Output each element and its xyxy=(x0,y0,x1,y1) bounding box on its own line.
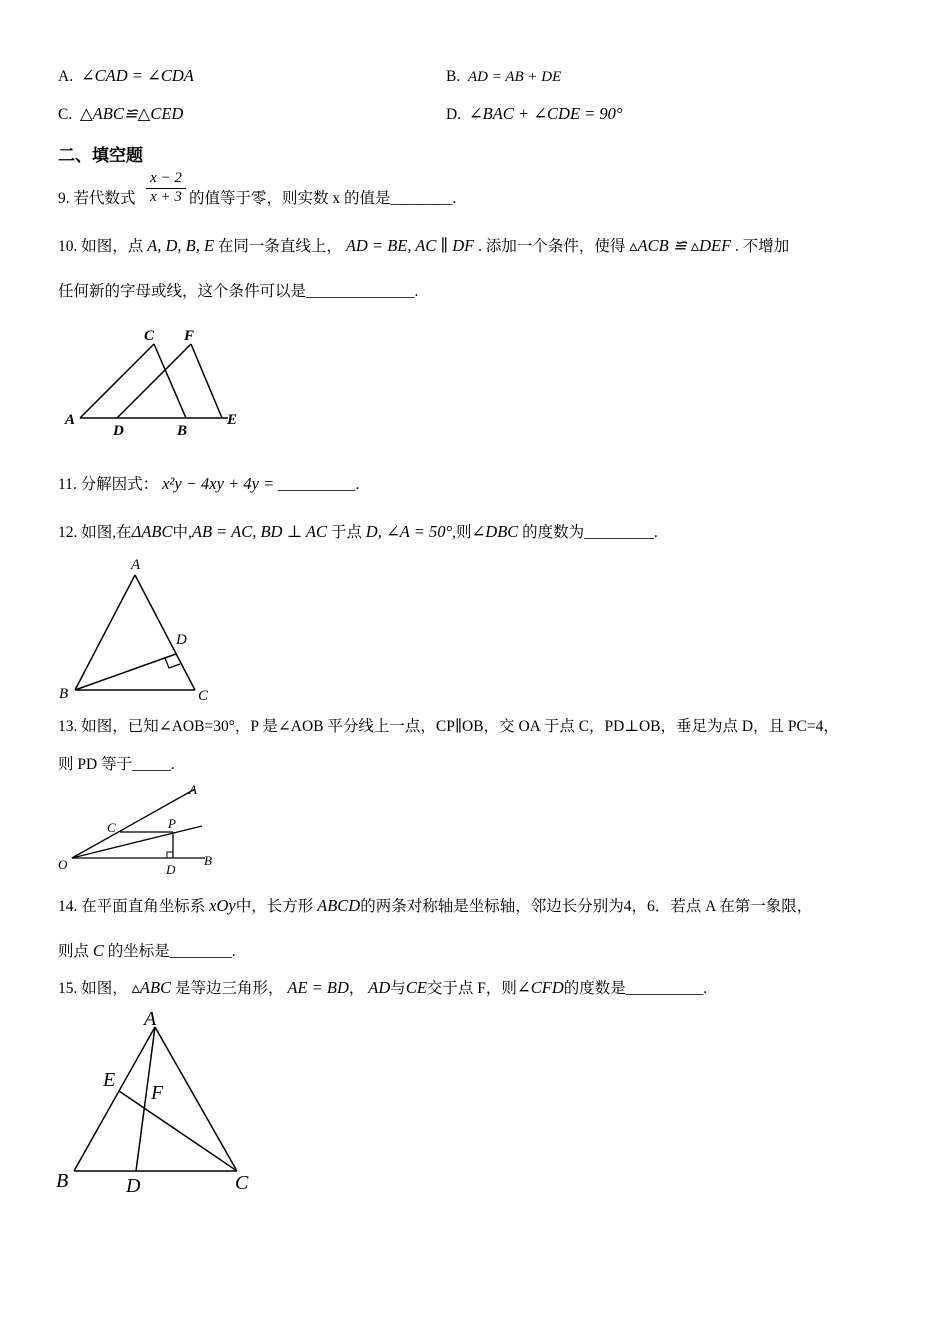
option-a-label: A. xyxy=(58,68,74,85)
q12-angle: ∠DBC xyxy=(471,522,519,541)
q14-line2 xyxy=(58,939,236,961)
fig15-label-d: D xyxy=(126,1175,141,1197)
q15-cond: AE = BD xyxy=(287,978,349,997)
q10-line1 xyxy=(58,234,789,256)
fig10-segment-fe xyxy=(191,344,222,418)
q14-pt: C xyxy=(92,941,104,960)
fig12-right-angle-mark xyxy=(165,658,180,668)
fig13-ray-oa xyxy=(72,789,195,858)
q12-mid3: ,则 xyxy=(452,524,472,541)
q10-prefix: 10. 如图，点 xyxy=(58,238,144,255)
fig15-side-ab xyxy=(74,1027,155,1171)
fig15-label-b: B xyxy=(56,1170,69,1192)
q11-expr: x²y − 4xy + 4y = xyxy=(162,474,275,493)
fig13-right-angle-mark xyxy=(167,852,173,858)
fig10-segment-cb xyxy=(154,344,186,418)
q10-congruence: ▵ACB ≌ ▵DEF xyxy=(629,236,732,255)
q15-seg1: AD xyxy=(368,978,391,997)
q14-mid: 中，长方形 xyxy=(235,898,314,915)
q10-points: A, D, B, E xyxy=(147,236,215,255)
q12-mid: 中, xyxy=(172,524,192,541)
q10-line2: 任何新的字母或线，这个条件可以是______________. xyxy=(58,283,419,300)
fig15-side-ac xyxy=(155,1027,237,1171)
fig15-label-c: C xyxy=(235,1172,249,1194)
q12-tri: ΔABC xyxy=(131,522,173,541)
q15-seg2: CE xyxy=(405,978,427,997)
q9-prefix: 9. 若代数式 xyxy=(58,190,136,207)
figure-q15 xyxy=(52,1005,272,1205)
q9-denominator: x + 3 xyxy=(146,188,186,206)
option-c-expr: △ABC≌△CED xyxy=(79,104,184,123)
q14-end: 的两条对称轴是坐标轴，邻边长分别为4，6．若点 A 在第一象限， xyxy=(360,898,813,915)
fig10-label-b: B xyxy=(177,423,188,439)
q13-line1: 13. 如图，已知∠AOB=30°，P 是∠AOB 平分线上一点，CP∥OB，交 OA 于点 C，PD⊥OB，垂足为点 D，且 PC=4， xyxy=(58,718,839,735)
q9-numerator: x − 2 xyxy=(150,170,182,186)
option-d-expr: ∠BAC + ∠CDE = 90° xyxy=(468,104,623,123)
fig12-label-d: D xyxy=(176,632,187,648)
option-d xyxy=(446,104,623,124)
option-d-label: D. xyxy=(446,106,462,123)
q11-prefix: 11. 分解因式： xyxy=(58,476,159,493)
fig12-side-ab xyxy=(75,575,135,690)
q10-mid: 在同一条直线上， xyxy=(217,238,342,255)
q10-mid2: . 添加一个条件，使得 xyxy=(478,238,626,255)
q12-prefix: 12. 如图,在 xyxy=(58,524,132,541)
q9-fraction xyxy=(146,170,186,206)
fig12-label-a: A xyxy=(131,557,141,573)
q14-prefix: 14. 在平面直角坐标系 xyxy=(58,898,206,915)
q15-mid3: 与 xyxy=(390,980,406,997)
q10-end: . 不增加 xyxy=(735,238,790,255)
fig13-label-d: D xyxy=(166,862,176,877)
fig10-label-a: A xyxy=(65,412,76,428)
fig10-label-c: C xyxy=(144,328,155,344)
fig10-segment-df xyxy=(117,344,191,418)
fig12-label-c: C xyxy=(198,688,209,704)
option-b-label: B. xyxy=(446,68,461,85)
q14-line2-end: 的坐标是________. xyxy=(107,943,236,960)
option-b-expr: AD = AB + DE xyxy=(467,69,562,85)
fig10-label-d: D xyxy=(113,423,124,439)
q11-line xyxy=(58,472,359,494)
fig13-label-c: C xyxy=(107,820,116,835)
fig12-label-b: B xyxy=(59,686,69,702)
q13-line2: 则 PD 等于_____. xyxy=(58,756,175,773)
option-b xyxy=(446,68,561,86)
figure-q13 xyxy=(55,780,225,880)
fig13-label-o: O xyxy=(58,857,68,872)
fig15-label-e: E xyxy=(103,1069,116,1091)
fig13-label-b: B xyxy=(204,853,212,868)
option-a-expr: ∠CAD = ∠CDA xyxy=(80,66,194,85)
option-a xyxy=(58,66,194,86)
q15-mid: 是等边三角形， xyxy=(174,980,284,997)
q14-rect: ABCD xyxy=(317,896,361,915)
q11-blank: __________. xyxy=(278,476,360,493)
fig13-label-a: A xyxy=(189,782,197,797)
fig10-segment-ac xyxy=(80,344,154,418)
fig15-label-a: A xyxy=(144,1008,157,1030)
q12-pt: D, ∠A = 50° xyxy=(365,522,453,541)
fig15-segment-ce xyxy=(119,1091,237,1171)
q12-suffix: 的度数为_________. xyxy=(522,524,658,541)
section-heading: 二、填空题 xyxy=(58,146,143,166)
q15-prefix: 15. 如图， xyxy=(58,980,128,997)
q14-line2-prefix: 则点 xyxy=(58,943,90,960)
fig10-label-f: F xyxy=(184,328,195,344)
q15-mid4: 交于点 F，则 xyxy=(426,980,517,997)
q12-line xyxy=(58,520,658,542)
q14-line1 xyxy=(58,894,812,916)
q15-angle: ∠CFD xyxy=(516,978,564,997)
fig13-bisector-op xyxy=(72,826,202,858)
figure-q10 xyxy=(60,322,250,442)
q15-line xyxy=(58,976,707,998)
option-c xyxy=(58,104,183,124)
q14-sys: xOy xyxy=(209,896,236,915)
q15-suffix: 的度数是__________. xyxy=(563,980,708,997)
q10-cond: AD = BE, AC ∥ DF xyxy=(345,236,475,255)
q15-mid2: ， xyxy=(348,980,365,997)
option-c-label: C. xyxy=(58,106,73,123)
fig13-label-p: P xyxy=(168,816,176,831)
q12-mid2: 于点 xyxy=(330,524,362,541)
fig15-label-f: F xyxy=(151,1082,164,1104)
q9-suffix: 的值等于零，则实数 x 的值是________. xyxy=(189,190,457,207)
figure-q12 xyxy=(55,555,225,705)
fig10-label-e: E xyxy=(227,412,238,428)
q12-cond: AB = AC, BD ⊥ AC xyxy=(191,522,328,541)
q15-tri: ▵ABC xyxy=(131,978,172,997)
